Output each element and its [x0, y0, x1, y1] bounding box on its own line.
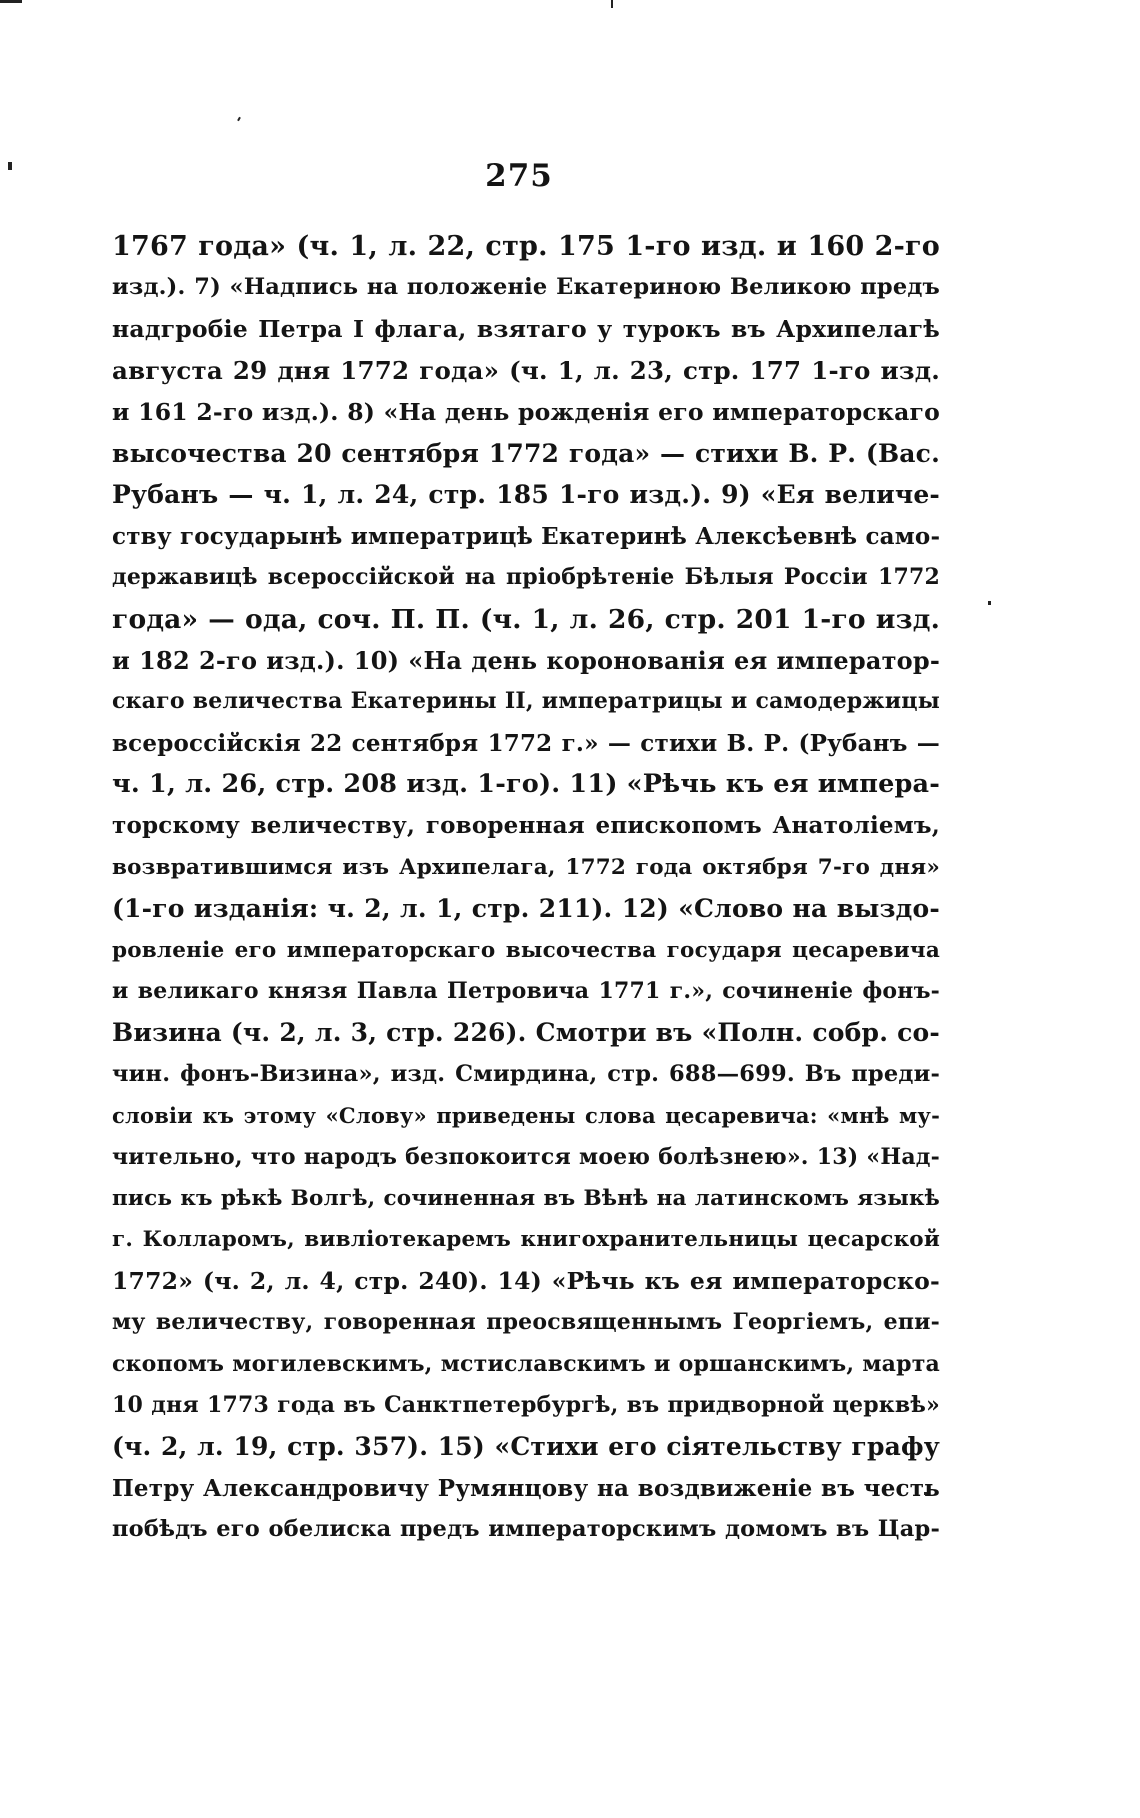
- text-line: побѣдъ его обелиска предъ императорскимъ домомъ въ Цар-: [112, 1516, 940, 1543]
- text-line: высочества 20 сентября 1772 года» — стихи В. Р. (Вас.: [112, 438, 940, 468]
- text-line: и 182 2-го изд.). 10) «На день коронованія ея император-: [112, 645, 940, 675]
- text-line: всероссійскія 22 сентября 1772 г.» — стихи В. Р. (Рубанъ —: [112, 729, 940, 757]
- text-line: 10 дня 1773 года въ Санктпетербургѣ, въ придворной церквѣ»: [112, 1391, 940, 1418]
- text-line: скаго величества Екатерины II, императрицы и самодержицы: [112, 688, 940, 715]
- scan-speck: [237, 117, 241, 121]
- text-line: Визина (ч. 2, л. 3, стр. 226). Смотри въ «Полн. собр. со-: [112, 1018, 940, 1048]
- text-line: державицѣ всероссійской на пріобрѣтеніе Бѣлыя Россіи 1772: [112, 564, 940, 591]
- text-line: (1-го изданія: ч. 2, л. 1, стр. 211). 12) «Слово на выздо-: [112, 894, 940, 924]
- text-line: ровленіе его императорскаго высочества государя цесаревича: [112, 937, 940, 963]
- text-line: чин. фонъ-Визина», изд. Смирдина, стр. 688—699. Въ преди-: [112, 1060, 940, 1087]
- text-line: скопомъ могилевскимъ, мстиславскимъ и оршанскимъ, марта: [112, 1350, 940, 1377]
- text-line: торскому величеству, говоренная епископомъ Анатоліемъ,: [112, 812, 940, 840]
- text-line: и 161 2-го изд.). 8) «На день рожденія его императорскаго: [112, 397, 940, 426]
- text-line: 1767 года» (ч. 1, л. 22, стр. 175 1-го изд. и 160 2-го: [112, 231, 940, 262]
- text-line: изд.). 7) «Надпись на положеніе Екатериною Великою предъ: [112, 274, 940, 301]
- text-line: му величеству, говоренная преосвященнымъ Георгіемъ, епи-: [112, 1309, 940, 1336]
- scan-speck: [988, 601, 991, 605]
- text-line: (ч. 2, л. 19, стр. 357). 15) «Стихи его сіятельству графу: [112, 1432, 940, 1462]
- text-line: надгробіе Петра I флага, взятаго у турокъ въ Архипелагѣ: [112, 314, 940, 343]
- text-line: ч. 1, л. 26, стр. 208 изд. 1-го). 11) «Рѣчь къ ея импера-: [112, 769, 940, 800]
- page-number: 275: [485, 158, 553, 194]
- text-line: пись къ рѣкѣ Волгѣ, сочиненная въ Вѣнѣ на латинскомъ языкѣ: [112, 1185, 940, 1211]
- text-line: Петру Александровичу Румянцову на воздвиженіе въ честь: [112, 1474, 940, 1502]
- text-line: и великаго князя Павла Петровича 1771 г.», сочиненіе фонъ-: [112, 978, 940, 1005]
- text-line: 1772» (ч. 2, л. 4, стр. 240). 14) «Рѣчь къ ея императорско-: [112, 1266, 940, 1295]
- scan-edge-mark: [0, 0, 22, 3]
- text-line: августа 29 дня 1772 года» (ч. 1, л. 23, стр. 177 1-го изд.: [112, 356, 940, 386]
- text-line: Рубанъ — ч. 1, л. 24, стр. 185 1-го изд.). 9) «Ея величе-: [112, 480, 940, 510]
- text-line: г. Колларомъ, вивліотекаремъ книгохранительницы цесарской: [112, 1227, 940, 1253]
- text-line: года» — ода, соч. П. П. (ч. 1, л. 26, стр. 201 1-го изд.: [112, 603, 940, 635]
- body-text: [112, 226, 940, 1551]
- text-line: словіи къ этому «Слову» приведены слова цесаревича: «мнѣ му-: [112, 1103, 940, 1129]
- text-line: возвратившимся изъ Архипелага, 1772 года октября 7-го дня»: [112, 854, 940, 880]
- scan-edge-mark: [611, 0, 613, 8]
- text-line: чительно, что народъ безпокоится моею болѣзнею». 13) «Над-: [112, 1143, 940, 1170]
- text-line: ству государынѣ императрицѣ Екатеринѣ Алексѣевнѣ само-: [112, 522, 940, 550]
